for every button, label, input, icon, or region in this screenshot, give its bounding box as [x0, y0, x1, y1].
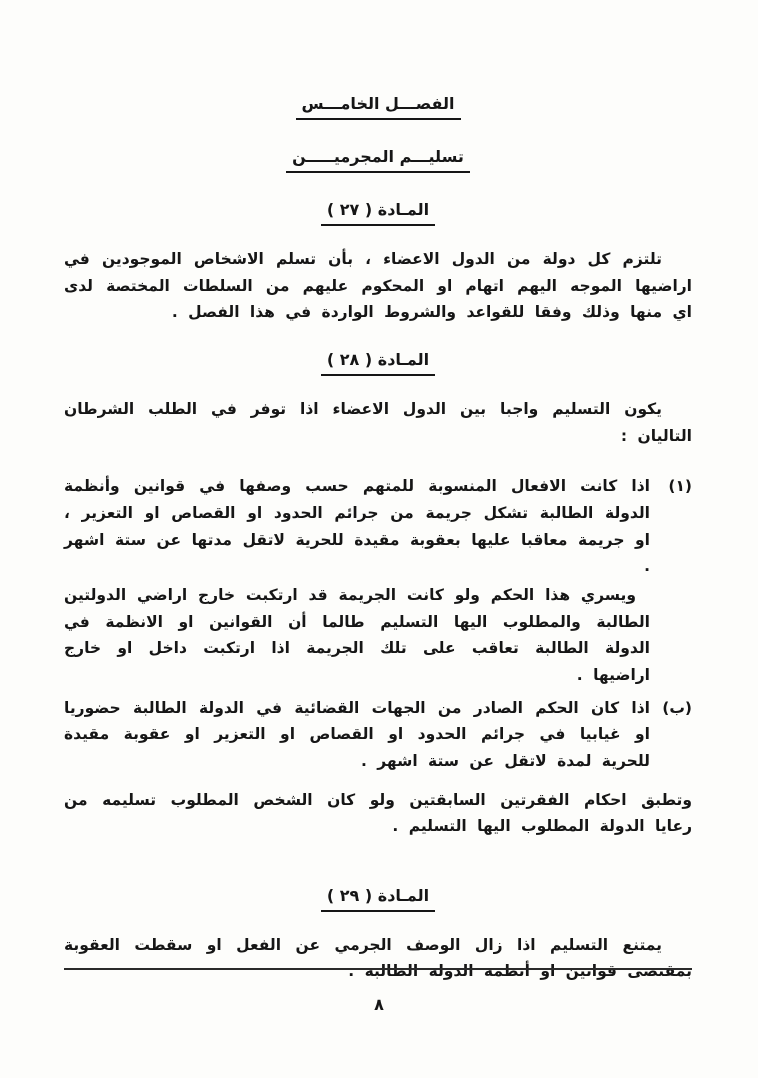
article-28-heading: المـادة ( ٢٨ ) — [321, 350, 435, 376]
clause-1-body — [64, 473, 650, 690]
clause-1-marker: (١) — [668, 477, 692, 496]
article-28 — [64, 350, 692, 840]
clause-b — [64, 695, 692, 777]
chapter-title: الفصـــل الخامـــس — [296, 94, 461, 120]
article-29-heading-block — [64, 886, 692, 912]
article-29-heading: المـادة ( ٢٩ ) — [321, 886, 435, 912]
article-28-intro: يكون التسليم واجبا بين الدول الاعضاء اذا توفر في الطلب الشرطان التاليان : — [64, 399, 692, 445]
article-28-heading-block — [64, 350, 692, 376]
section-title: تسليـــم المجرميـــــن — [286, 147, 470, 173]
section-title-block — [64, 147, 692, 173]
article-29 — [64, 886, 692, 985]
article-28-closing: وتطبق احكام الفقرتين السابقتين ولو كان الشخص المطلوب تسليمه من رعايا الدولة المطلوب اليها التسليم . — [64, 790, 692, 836]
clause-1-continuation: ويسري هذا الحكم ولو كانت الجريمة قد ارتكبت خارج اراضي الدولتين الطالبة والمطلوب اليها التسليم طالما أن القوانين او الانظمة في الدولة الطالبة تعاقب على تلك الجريمة اذا ارتكبت داخل او خارج اراضيها . — [64, 585, 650, 684]
article-27 — [64, 200, 692, 326]
clause-1 — [64, 473, 692, 690]
chapter-title-block — [64, 94, 692, 120]
footer-rule — [64, 968, 692, 970]
article-27-heading: المـادة ( ٢٧ ) — [321, 200, 435, 226]
clause-b-marker: (ب) — [662, 698, 692, 717]
clause-1-text: اذا كانت الافعال المنسوبة للمتهم حسب وصفها في قوانين وأنظمة الدولة الطالبة تشكل جريمة من جرائم الحدود او القصاص او التعزير ، او جريمة معاقبا عليها بعقوبة مقيدة للحرية لاتقل مدتها عن ستة اشهر . — [64, 477, 650, 576]
page-number: ٨ — [374, 995, 384, 1014]
article-29-body: يمتنع التسليم اذا زال الوصف الجرمي عن الفعل او سقطت العقوبة بمقتضى قوانين او أنظمة الدولة الطالبة . — [64, 935, 692, 981]
article-27-body: تلتزم كل دولة من الدول الاعضاء ، بأن تسلم الاشخاص الموجودين في اراضيها الموجه اليهم اتهام او المحكوم عليهم من السلطات المختصة لدى اي منها وذلك وفقا للقواعد والشروط الواردة في هذا الفصل . — [64, 250, 692, 322]
clause-b-body — [64, 695, 650, 777]
clause-b-text: اذا كان الحكم الصادر من الجهات القضائية في الدولة الطالبة حضوريا او غيابيا في جرائم الحدود او القصاص او التعزير او عقوبة مقيدة للحرية لمدة لاتقل عن ستة اشهر . — [64, 698, 650, 770]
article-27-heading-block — [64, 200, 692, 226]
